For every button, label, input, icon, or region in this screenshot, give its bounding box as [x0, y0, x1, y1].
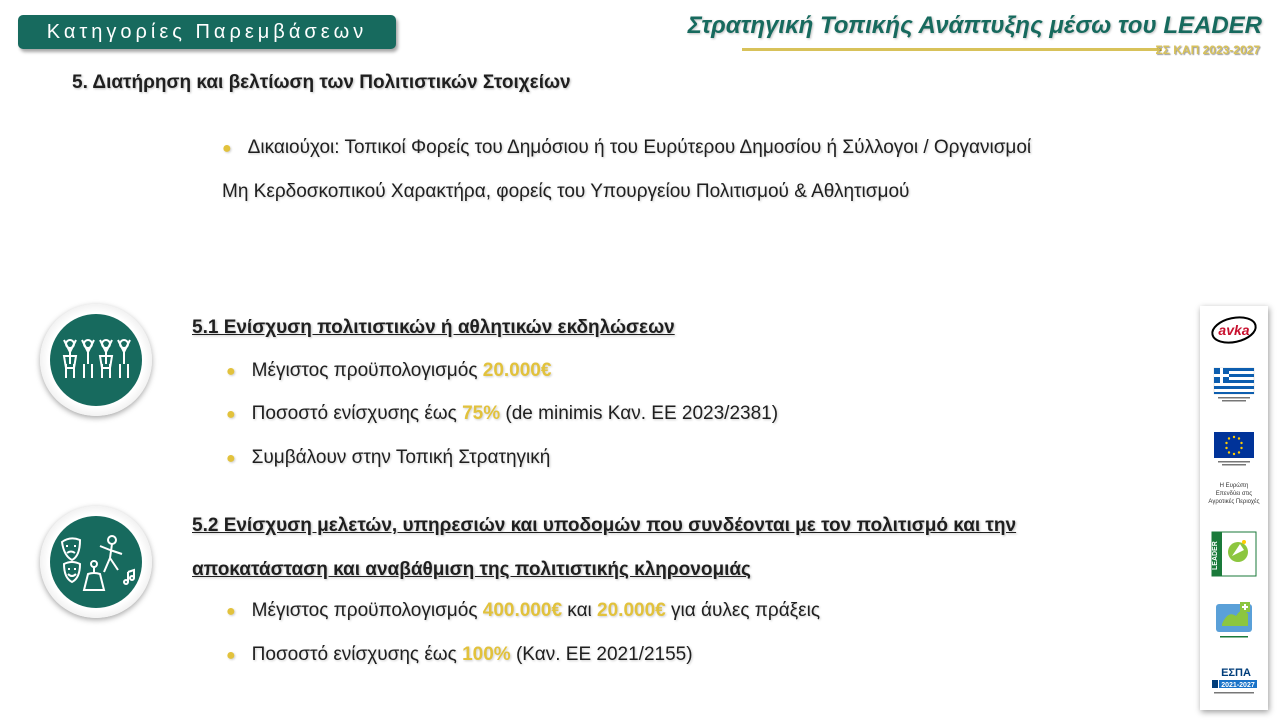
- leader-text: LEADER: [1212, 541, 1219, 570]
- item-text: (Καν. ΕΕ 2021/2155): [510, 644, 693, 665]
- item-text: Ποσοστό ενίσχυσης έως: [251, 644, 463, 665]
- theatre-masks-dance-icon: [40, 506, 152, 618]
- highlight-value: 75%: [462, 403, 501, 424]
- people-celebrating-icon: [40, 304, 152, 416]
- list-item: [226, 360, 551, 382]
- list-item: [226, 644, 693, 666]
- eu-rural-text: Η Ευρώπη Επενδύει στις Αγροτικές Περιοχές: [1208, 483, 1260, 505]
- item-text: Ποσοστό ενίσχυσης έως: [251, 403, 463, 424]
- brand-header: [688, 12, 1262, 40]
- highlight-value: 400.000€: [482, 600, 563, 621]
- bullet-icon: ●: [226, 450, 236, 467]
- beneficiaries-text: Δικαιούχοι: Τοπικοί Φορείς του Δημόσιου ή του Ευρύτερου Δημοσίου ή Σύλλογοι / Οργανισμοί Μη Κερδοσκοπικού Χαρακτήρα, φορείς του Υπουργείου Πολιτισμού & Αθλητισμού: [222, 137, 1032, 202]
- sponsor-logos-strip: [1200, 306, 1268, 710]
- section-title: 5. Διατήρηση και βελτίωση των Πολιτιστικών Στοιχείων: [72, 72, 571, 93]
- avka-text: avka: [1218, 322, 1250, 338]
- brand-rule: [742, 48, 1162, 51]
- espa-years-text: 2021-2027: [1221, 682, 1255, 689]
- bullet-icon: ●: [226, 603, 236, 620]
- sub-heading-5-1: 5.1 Ενίσχυση πολιτιστικών ή αθλητικών εκδηλώσεων: [192, 317, 675, 338]
- sub-heading-5-2: 5.2 Ενίσχυση μελετών, υπηρεσιών και υποδομών που συνδέονται με τον πολιτισμό και την αποκατάσταση και αναβάθμιση της πολιτιστικής κληρονομιάς: [192, 515, 1017, 580]
- bullet-icon: ●: [226, 363, 236, 380]
- item-text: Μέγιστος προϋπολογισμός: [251, 600, 483, 621]
- avka-logo: [1208, 312, 1260, 348]
- greek-flag-icon: [1208, 364, 1260, 404]
- leader-logo: [1208, 530, 1260, 578]
- cap-strategic-plan-logo: [1208, 598, 1260, 644]
- item-text: (de minimis Καν. ΕΕ 2023/2381): [500, 403, 779, 424]
- category-badge: Κατηγορίες Παρεμβάσεων: [18, 15, 396, 49]
- espa-logo: [1208, 662, 1260, 704]
- eu-flag-icon: [1208, 428, 1260, 470]
- list-item: [226, 447, 550, 469]
- item-text: για άυλες πράξεις: [665, 600, 821, 621]
- bullet-icon: ●: [226, 406, 236, 423]
- beneficiaries-item: [222, 126, 1062, 213]
- list-item: [226, 600, 820, 622]
- bullet-icon: ●: [222, 140, 232, 157]
- espa-text: ΕΣΠΑ: [1221, 667, 1251, 679]
- item-text: Συμβάλουν στην Τοπική Στρατηγική: [251, 447, 551, 468]
- item-text: Μέγιστος προϋπολογισμός: [251, 360, 483, 381]
- item-text: και: [562, 600, 598, 621]
- highlight-value: 20.000€: [482, 360, 552, 381]
- highlight-value: 20.000€: [597, 600, 666, 621]
- list-item: [226, 403, 778, 425]
- brand-title: Στρατηγική Τοπικής Ανάπτυξης μέσω του LEADER: [687, 12, 1262, 39]
- highlight-value: 100%: [462, 644, 511, 665]
- brand-subtitle: ΣΣ ΚΑΠ 2023-2027: [1155, 43, 1260, 57]
- bullet-icon: ●: [226, 647, 236, 664]
